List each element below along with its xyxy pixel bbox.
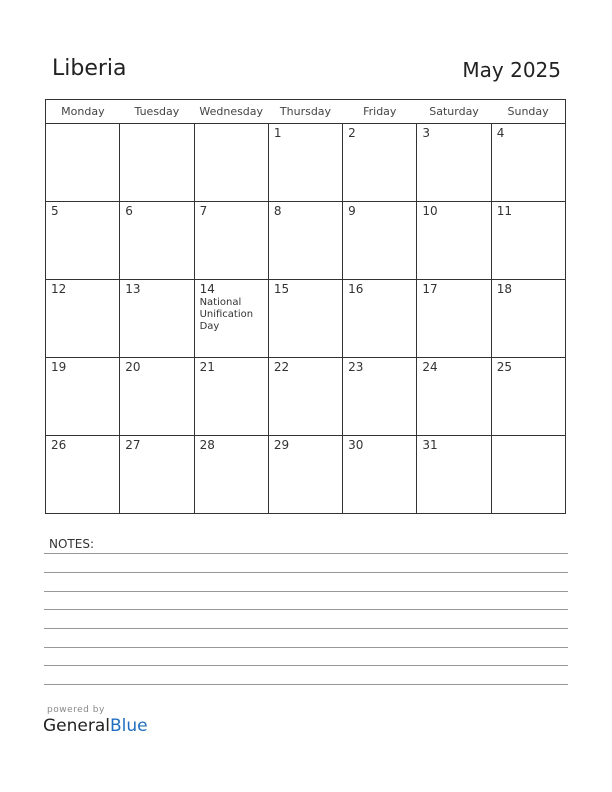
day-cell xyxy=(120,202,194,280)
day-cell xyxy=(417,202,491,280)
month-year-title: May 2025 xyxy=(462,58,561,82)
day-cell xyxy=(120,358,194,436)
day-cell xyxy=(194,436,268,514)
day-number: 4 xyxy=(496,126,505,140)
day-number: 26 xyxy=(51,438,67,452)
notes-line xyxy=(44,665,568,666)
day-number: 14 xyxy=(199,282,215,296)
day-cell xyxy=(343,436,417,514)
day-number: 13 xyxy=(125,282,141,296)
notes-line xyxy=(44,591,568,592)
day-cell xyxy=(417,358,491,436)
day-cell xyxy=(46,436,120,514)
brand-logo[interactable] xyxy=(43,716,148,736)
notes-line xyxy=(44,647,568,648)
day-number: 7 xyxy=(199,204,208,218)
day-number: 2 xyxy=(348,126,356,140)
day-number: 16 xyxy=(348,282,364,296)
day-cell xyxy=(491,280,565,358)
day-number: 8 xyxy=(273,204,282,218)
day-number: 6 xyxy=(125,204,133,218)
notes-label: NOTES: xyxy=(49,537,94,551)
day-cell xyxy=(268,124,342,202)
day-number: 31 xyxy=(422,438,438,452)
day-number: 20 xyxy=(125,360,141,374)
notes-line xyxy=(44,628,568,629)
day-number: 11 xyxy=(496,204,512,218)
day-number: 17 xyxy=(422,282,438,296)
day-cell xyxy=(268,436,342,514)
day-number: 29 xyxy=(273,438,290,452)
day-number: 24 xyxy=(422,360,438,374)
week-row xyxy=(46,124,566,202)
day-cell xyxy=(194,202,268,280)
week-row xyxy=(46,202,566,280)
day-cell xyxy=(268,358,342,436)
weekday-header: Friday xyxy=(343,100,417,124)
day-cell xyxy=(491,124,565,202)
day-number: 19 xyxy=(51,360,67,374)
week-row xyxy=(46,436,566,514)
day-cell xyxy=(46,124,120,202)
calendar-grid xyxy=(45,99,566,514)
day-cell xyxy=(491,358,565,436)
day-number: 1 xyxy=(273,126,282,140)
day-number: 23 xyxy=(348,360,364,374)
weekday-header-row xyxy=(46,100,566,124)
day-cell xyxy=(417,436,491,514)
day-number: 12 xyxy=(51,282,67,296)
holiday-label: National Unification Day xyxy=(199,297,254,332)
day-number: 9 xyxy=(348,204,356,218)
weekday-header: Saturday xyxy=(417,100,491,124)
day-cell xyxy=(491,202,565,280)
day-number: 15 xyxy=(273,282,290,296)
weekday-header: Sunday xyxy=(491,100,565,124)
day-cell xyxy=(491,436,565,514)
day-number: 5 xyxy=(51,204,59,218)
weekday-header: Thursday xyxy=(268,100,342,124)
notes-line xyxy=(44,553,568,554)
day-cell xyxy=(343,280,417,358)
brand-name-part1: General xyxy=(43,716,110,736)
day-cell xyxy=(194,280,268,358)
notes-line xyxy=(44,609,568,610)
brand-name-part2: Blue xyxy=(110,716,148,736)
day-cell xyxy=(46,280,120,358)
day-cell xyxy=(120,280,194,358)
day-cell xyxy=(417,124,491,202)
day-number: 27 xyxy=(125,438,141,452)
day-number: 25 xyxy=(496,360,512,374)
country-title: Liberia xyxy=(52,56,127,81)
day-cell xyxy=(194,358,268,436)
day-number: 18 xyxy=(496,282,512,296)
day-number: 22 xyxy=(273,360,290,374)
weekday-header: Tuesday xyxy=(120,100,194,124)
notes-line xyxy=(44,572,568,573)
day-number: 30 xyxy=(348,438,364,452)
day-cell xyxy=(46,358,120,436)
day-number: 28 xyxy=(199,438,215,452)
day-number: 10 xyxy=(422,204,438,218)
day-number: 21 xyxy=(199,360,215,374)
powered-by-text: powered by xyxy=(47,705,105,715)
week-row xyxy=(46,358,566,436)
day-cell xyxy=(268,280,342,358)
day-cell xyxy=(194,124,268,202)
week-row xyxy=(46,280,566,358)
weekday-header: Monday xyxy=(46,100,120,124)
day-cell xyxy=(120,124,194,202)
day-cell xyxy=(343,202,417,280)
day-cell xyxy=(343,358,417,436)
weekday-header: Wednesday xyxy=(194,100,268,124)
day-number: 3 xyxy=(422,126,431,140)
day-cell xyxy=(46,202,120,280)
day-cell xyxy=(268,202,342,280)
day-cell xyxy=(417,280,491,358)
notes-line xyxy=(44,684,568,685)
day-cell xyxy=(343,124,417,202)
day-cell xyxy=(120,436,194,514)
